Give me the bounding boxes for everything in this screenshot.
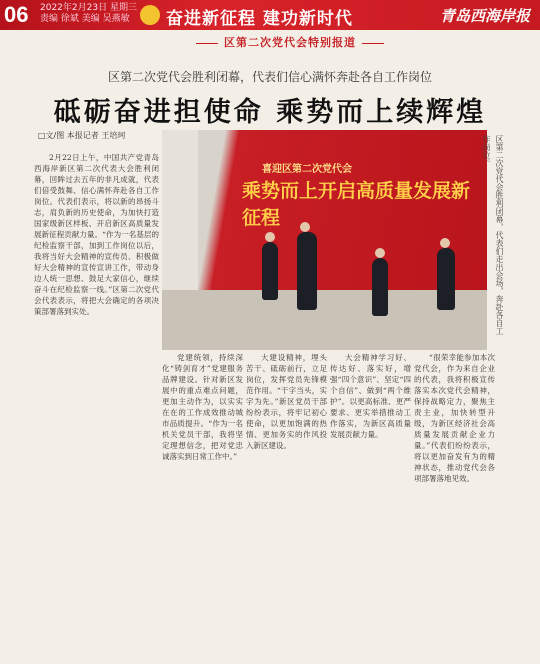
- column-text: “很荣幸能参加本次党代会，作为来自企业的代表，我将积极宣传落实本次党代会精神，保持战略定力，聚焦主责主业，加快转型升级，为新区经济社会高质量发展贡献企业力量。”代表们纷纷表示，将以更加奋发有为的精神状态，推动党代会各项部署落地见效。: [414, 353, 495, 483]
- column-text: 大会精神学习好、传达好、落实好，增强“四个意识”、坚定“四个自信”、做到“两个维护”。以更高标准、更严要求、更实举措推动工作落实，为新区高质量发展贡献力量。: [330, 353, 411, 439]
- delegate-figure: [437, 248, 455, 310]
- delegate-figure: [297, 232, 317, 310]
- newspaper-logo: 青岛西海岸报: [439, 7, 530, 25]
- article-column: [246, 352, 327, 657]
- column-text: 2月22日上午，中国共产党青岛西海岸新区第二次代表大会胜利闭幕，回眸过去五年的非凡成就，代表们倍受鼓舞、信心满怀奔赴各自工作岗位。代表们表示，将以新的昂扬斗志，肩负新的历史使命，为加快打造国家级新区样板、开启新区高质量发展新征程贡献力量。“作为一名基层的纪检监察干部，加到工作岗位以后，我将当好大会精神的宣传员、积极做好大会精神的宣传宣讲工作，带动身边人统一思想、鼓足大家信心，继续奋斗在纪检监察一线。”区第二次党代会代表表示，将把大会确定的各项决策部署落到实处。: [34, 153, 159, 316]
- article-column: [330, 352, 411, 657]
- editor-line: 责编 徐斌 美编 吴燕敏: [40, 14, 130, 24]
- date-line: 2022年2月23日 星期三: [40, 3, 137, 13]
- news-photo: [162, 130, 487, 350]
- banner-slogan: 奋进新征程 建功新时代: [166, 9, 353, 29]
- article-column: [162, 352, 243, 657]
- photo-slogan-large: 乘势而上开启高质量发展新征程: [242, 180, 471, 229]
- column-text: 大建设精神，埋头苦干、砥砺前行，立足岗位，发挥党员先锋模范作用。“干字当头，实字为先。”新区党员干部纷纷表示，将牢记初心使命，以更加饱满的热情、更加务实的作风投入新区建设。: [246, 353, 327, 450]
- article-column: [34, 152, 159, 657]
- section-title: 区第二次党代会特别报道: [190, 34, 390, 50]
- article-headline: 砥砺奋进担使命 乘势而上续辉煌: [53, 97, 487, 128]
- photo-caption: 区第二次党代会胜利闭幕，代表们走出会场，奔赴各自工作岗位。: [482, 135, 504, 335]
- masthead-banner: [0, 0, 540, 30]
- delegate-figure: [372, 258, 388, 316]
- photo-slogan-small: 喜迎区第二次党代会: [262, 164, 352, 175]
- article-subtitle: 区第二次党代会胜利闭幕，代表们信心满怀奔赴各自工作岗位: [107, 70, 432, 84]
- party-emblem-icon: [140, 5, 160, 25]
- article-column: [414, 352, 495, 657]
- column-text: 党建统领，持续深化“铸剑育才”党建服务品牌建设。针对新区发展中的重点难点问题，更加主动作为，以实实在在的工作成效推动城市品质提升。“作为一名机关党员干部，我将坚定理想信念，把对党忠诚落实到日常工作中。”: [162, 353, 243, 461]
- delegate-figure: [262, 242, 278, 300]
- byline: □文/图 本报记者 王培珂: [38, 131, 126, 140]
- page-number: 06: [4, 2, 29, 27]
- date-info: [40, 3, 137, 25]
